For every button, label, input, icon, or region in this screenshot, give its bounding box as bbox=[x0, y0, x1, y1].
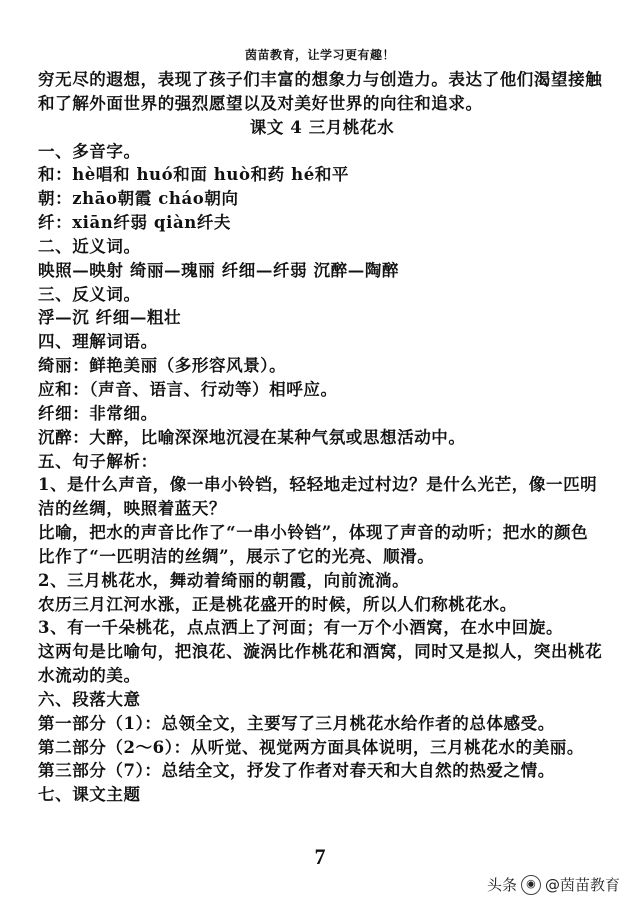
text-line: 第三部分（7）：总结全文，抒发了作者对春天和大自然的热爱之情。 bbox=[38, 761, 555, 781]
text-line: 1、是什么声音，像一串小铃铛，轻轻地走过村边？是什么光芒，像一匹明 bbox=[38, 475, 598, 495]
page-header: 茵苗教育，让学习更有趣！ bbox=[244, 48, 395, 62]
text-line: 沉醉：大醉，比喻深深地沉浸在某种气氛或思想活动中。 bbox=[38, 427, 466, 447]
text-line: 浮—沉 纤细—粗壮 bbox=[38, 308, 182, 328]
text-line: 一、多音字。 bbox=[38, 141, 141, 161]
text-line: 四、理解词语。 bbox=[38, 332, 158, 352]
text-line: 2、三月桃花水，舞动着绮丽的朝霞，向前流淌。 bbox=[38, 570, 410, 590]
text-line: 绮丽：鲜艳美丽（多形容风景）。 bbox=[38, 356, 287, 376]
text-line: 这两句是比喻句，把浪花、漩涡比作桃花和酒窝，同时又是拟人，突出桃花 bbox=[38, 642, 603, 662]
text-line: 三、反义词。 bbox=[38, 284, 141, 304]
text-line: 水流动的美。 bbox=[38, 666, 141, 686]
document-body bbox=[38, 68, 606, 807]
text-line: 七、课文主题 bbox=[38, 785, 141, 805]
text-line: 洁的丝绸，映照着蓝天？ bbox=[38, 499, 227, 519]
text-line: 和：hè唱和 huó和面 huò和药 hé和平 bbox=[38, 165, 350, 185]
text-line: 3、有一千朵桃花，点点洒上了河面；有一万个小酒窝，在水中回旋。 bbox=[38, 618, 564, 638]
text-line: 二、近义词。 bbox=[38, 236, 141, 256]
text-line: 比作了“一匹明洁的丝绸”，展示了它的光亮、顺滑。 bbox=[38, 546, 435, 566]
text-line: 映照—映射 绮丽—瑰丽 纤细—纤弱 沉醉—陶醉 bbox=[38, 260, 400, 280]
text-line: 六、段落大意 bbox=[38, 689, 141, 709]
text-line: 纤细：非常细。 bbox=[38, 403, 158, 423]
text-line: 朝：zhāo朝霞 cháo朝向 bbox=[38, 189, 239, 209]
text-line: 比喻，把水的声音比作了“一串小铃铛”，体现了声音的动听；把水的颜色 bbox=[38, 523, 589, 543]
watermark-prefix: 头条 bbox=[486, 876, 517, 894]
text-line: 第二部分（2～6）：从听觉、视觉两方面具体说明，三月桃花水的美丽。 bbox=[38, 737, 585, 757]
text-line: 穷无尽的遐想，表现了孩子们丰富的想象力与创造力。表达了他们渴望接触 bbox=[38, 70, 603, 89]
lesson-title: 课文 4 三月桃花水 bbox=[249, 117, 395, 137]
page-number: 7 bbox=[314, 844, 326, 869]
text-line: 应和：（声音、语言、行动等）相呼应。 bbox=[38, 379, 338, 399]
watermark-name: @茵苗教育 bbox=[544, 876, 620, 894]
camera-icon: ◉ bbox=[521, 875, 541, 895]
text-line: 纤：xiān纤弱 qiàn纤夫 bbox=[38, 213, 232, 233]
text-line: 和了解外面世界的强烈愿望以及对美好世界的向往和追求。 bbox=[38, 93, 483, 113]
watermark bbox=[487, 874, 620, 895]
text-line: 农历三月江河水涨，正是桃花盛开的时候，所以人们称桃花水。 bbox=[38, 594, 517, 614]
text-line: 五、句子解析： bbox=[38, 451, 158, 471]
text-line: 第一部分（1）：总领全文，主要写了三月桃花水给作者的总体感受。 bbox=[38, 713, 555, 733]
